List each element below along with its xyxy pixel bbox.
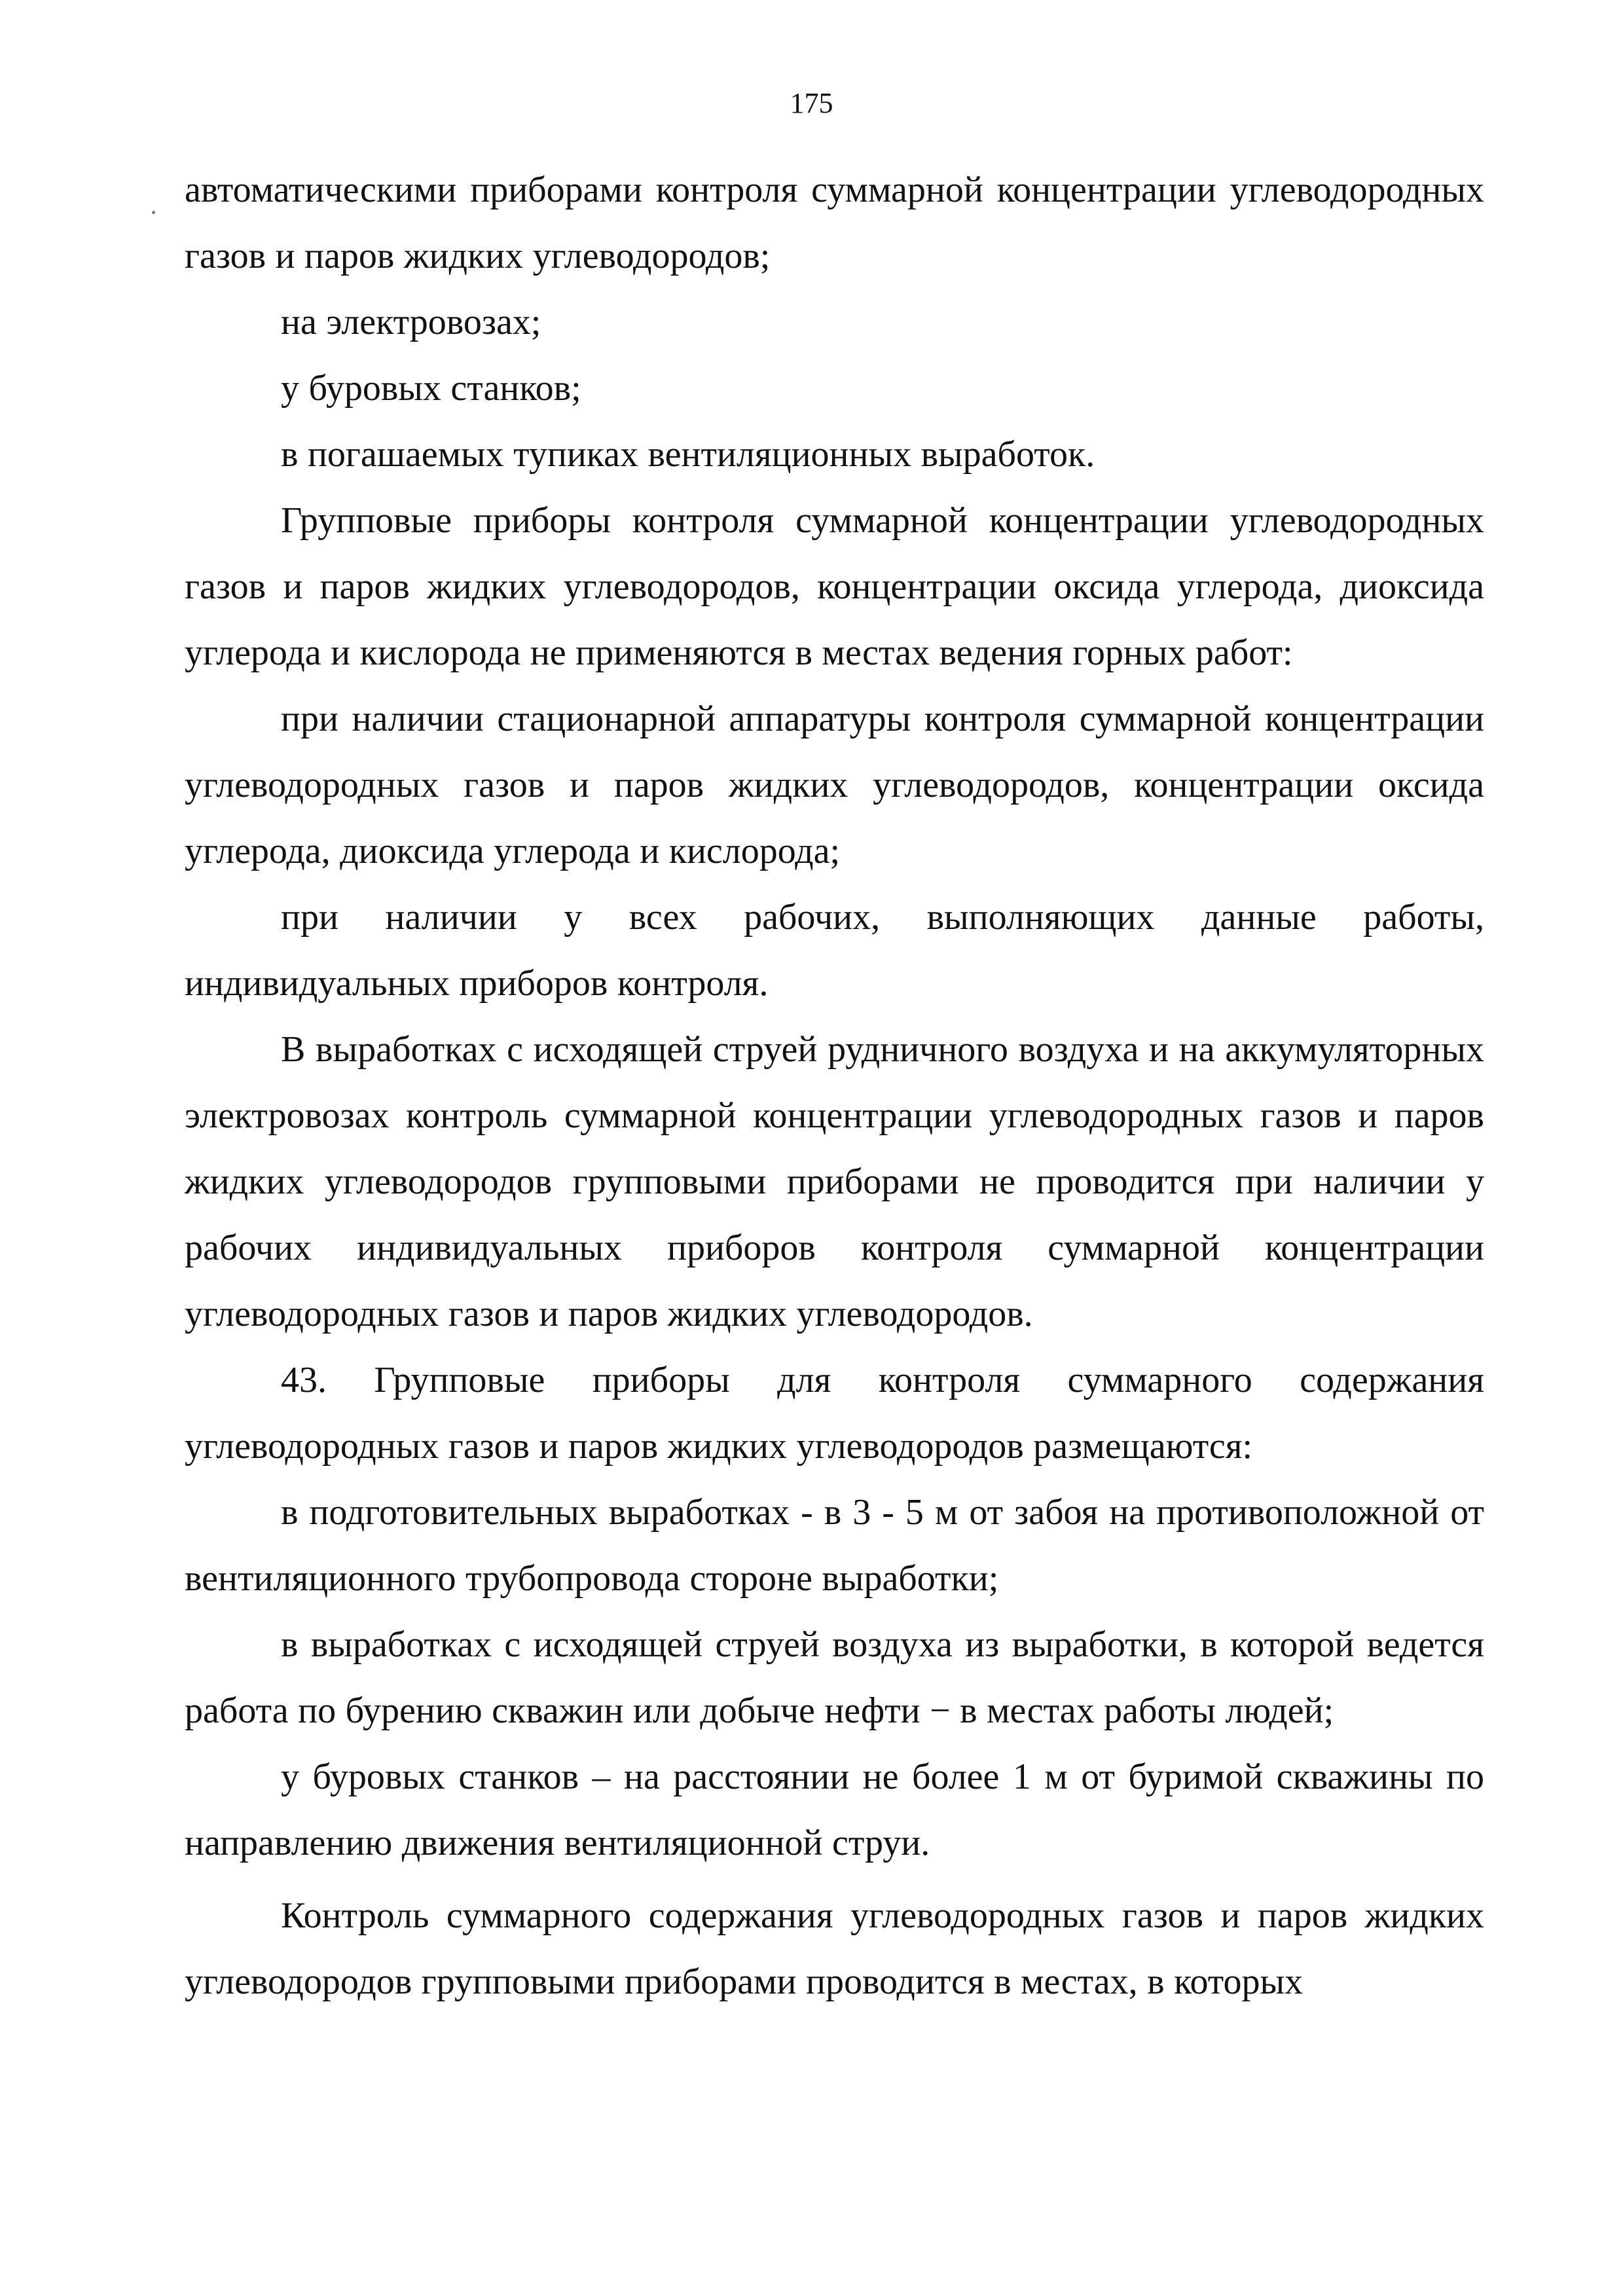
paragraph: при наличии стационарной аппаратуры контроля суммарной концентрации углеводородных газов и паров жидких углеводородов, концентрации оксида углерода, диоксида углерода и кислорода; [185, 699, 1484, 871]
paragraph: автоматическими приборами контроля суммарной концентрации углеводородных газов и паров жидких углеводородов; [185, 170, 1484, 276]
scan-speck [152, 211, 155, 214]
paragraph: В выработках с исходящей струей рудничного воздуха и на аккумуляторных электровозах контроль суммарной концентрации углеводородных газов и паров жидких углеводородов групповыми приборами не проводится при наличии у рабочих индивидуальных приборов контроля суммарной концентрации углеводородных газов и паров жидких углеводородов. [185, 1029, 1484, 1334]
numbered-paragraph: 43. Групповые приборы для контроля суммарного содержания углеводородных газов и паров жидких углеводородов размещаются: [185, 1360, 1484, 1467]
paragraph: у буровых станков; [281, 368, 581, 409]
paragraph: на электровозах; [281, 302, 541, 342]
paragraph: в выработках с исходящей струей воздуха из выработки, в которой ведется работа по бурению скважин или добыче нефти − в местах работы людей; [185, 1624, 1484, 1731]
paragraph: у буровых станков – на расстоянии не более 1 м от буримой скважины по направлению движения вентиляционной струи. [185, 1757, 1484, 1863]
paragraph: Контроль суммарного содержания углеводородных газов и паров жидких углеводородов групповыми приборами проводится в местах, в которых [185, 1895, 1484, 2002]
document-body [185, 157, 1484, 2015]
page-number: 175 [790, 87, 833, 119]
paragraph: в погашаемых тупиках вентиляционных выработок. [281, 434, 1095, 475]
paragraph: Групповые приборы контроля суммарной концентрации углеводородных газов и паров жидких углеводородов, концентрации оксида углерода, диоксида углерода и кислорода не применяются в местах ведения горных работ: [185, 500, 1484, 673]
paragraph: в подготовительных выработках - в 3 - 5 м от забоя на противоположной от вентиляционного трубопровода стороне выработки; [185, 1492, 1484, 1599]
paragraph: при наличии у всех рабочих, выполняющих данные работы, индивидуальных приборов контроля. [185, 897, 1484, 1004]
